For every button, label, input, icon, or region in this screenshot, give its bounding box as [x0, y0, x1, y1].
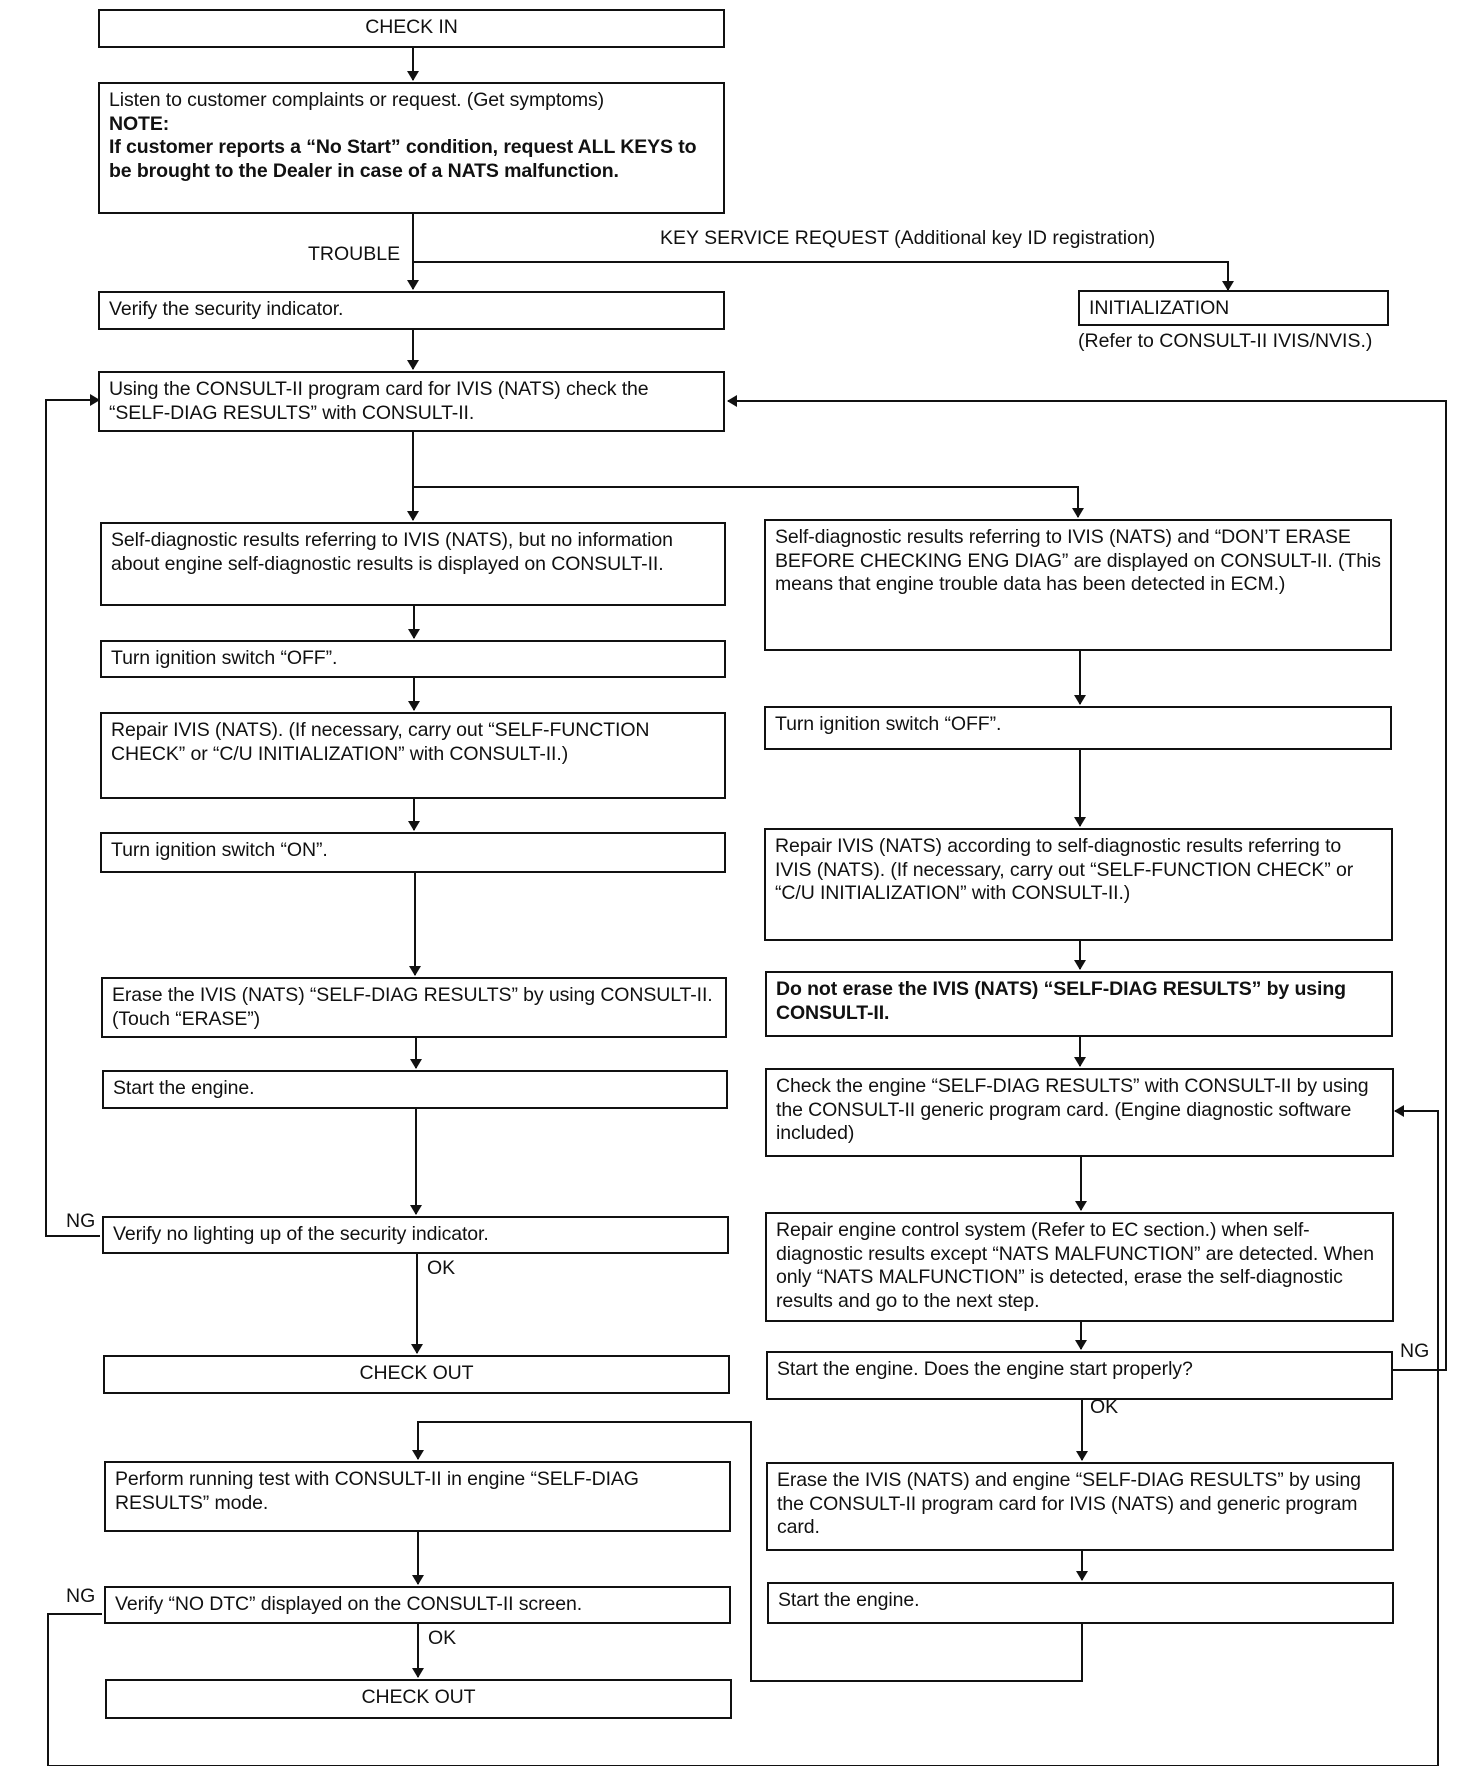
erase-both-text: Erase the IVIS (NATS) and engine “SELF-DIAG RESULTS” by using the CONSULT-II program card for IVIS (NATS) and generic program card.	[777, 1469, 1361, 1538]
listen-line: Listen to customer complaints or request. (Get symptoms)	[109, 89, 605, 111]
left-turn-on-text: Turn ignition switch “ON”.	[111, 839, 328, 861]
check-in-box	[98, 9, 725, 48]
verify-indicator-text: Verify the security indicator.	[109, 298, 344, 320]
using-consult-text: Using the CONSULT-II program card for IVIS (NATS) check the “SELF-DIAG RESULTS” with CONSULT-II.	[109, 378, 649, 424]
selfdiag-no-info-box	[100, 522, 726, 606]
verify-no-lighting-text: Verify no lighting up of the security indicator.	[113, 1223, 489, 1245]
check-in-text: CHECK IN	[365, 16, 458, 38]
note-text: If customer reports a “No Start” condition, request ALL KEYS to be brought to the Dealer in case of a NATS malfunction.	[109, 136, 697, 182]
do-not-erase-box	[765, 971, 1393, 1037]
right-turn-off-box	[764, 706, 1392, 750]
check-out-2-box	[105, 1679, 732, 1719]
verify-no-dtc-text: Verify “NO DTC” displayed on the CONSULT-II screen.	[115, 1593, 583, 1615]
left-start-engine-text: Start the engine.	[113, 1077, 255, 1099]
left-erase-text: Erase the IVIS (NATS) “SELF-DIAG RESULTS” by using CONSULT-II. (Touch “ERASE”)	[112, 984, 713, 1030]
ng-label-left: NG	[66, 1210, 96, 1232]
ok-label-right: OK	[1090, 1396, 1119, 1418]
start-properly-box	[766, 1351, 1393, 1400]
selfdiag-dont-erase-text: Self-diagnostic results referring to IVIS (NATS) and “DON’T ERASE BEFORE CHECKING ENG DIAG” are displayed on CONSULT-II. (This means that engine trouble data has been detected in ECM.)	[775, 526, 1381, 595]
ok-label-bottom: OK	[428, 1627, 457, 1649]
initialization-box	[1078, 290, 1389, 326]
verify-indicator-box	[98, 291, 725, 330]
erase-both-box	[766, 1462, 1394, 1551]
right-start-engine-text: Start the engine.	[778, 1589, 920, 1611]
left-start-engine-box	[102, 1070, 728, 1109]
left-repair-ivis-box	[100, 712, 726, 799]
check-engine-text: Check the engine “SELF-DIAG RESULTS” with CONSULT-II by using the CONSULT-II generic program card. (Engine diagnostic software included)	[776, 1075, 1369, 1144]
repair-engine-box	[765, 1212, 1394, 1322]
ng-label-bottom: NG	[66, 1585, 96, 1607]
listen-box	[98, 82, 725, 214]
verify-no-lighting-box	[102, 1216, 729, 1254]
right-repair-ivis-box	[764, 828, 1393, 941]
check-out-2-text: CHECK OUT	[361, 1686, 476, 1708]
left-erase-box	[101, 977, 727, 1038]
start-properly-text: Start the engine. Does the engine start properly?	[777, 1358, 1193, 1380]
do-not-erase-text: Do not erase the IVIS (NATS) “SELF-DIAG RESULTS” by using CONSULT-II.	[776, 978, 1346, 1024]
selfdiag-dont-erase-box	[764, 519, 1392, 651]
repair-engine-text: Repair engine control system (Refer to EC section.) when self-diagnostic results except “NATS MALFUNCTION” are detected. When only “NATS MALFUNCTION” is detected, erase the self-diagnostic results and go to the next step.	[776, 1219, 1375, 1312]
left-turn-off-box	[100, 640, 726, 678]
ng-label-right: NG	[1400, 1340, 1430, 1362]
check-engine-box	[765, 1068, 1394, 1157]
ok-label-left: OK	[427, 1257, 456, 1279]
right-repair-ivis-text: Repair IVIS (NATS) according to self-diagnostic results referring to IVIS (NATS). (If necessary, carry out “SELF-FUNCTION CHECK” or “C/U INITIALIZATION” with CONSULT-II.)	[775, 835, 1354, 904]
trouble-label: TROUBLE	[308, 243, 401, 265]
initialization-text: INITIALIZATION	[1089, 297, 1230, 319]
selfdiag-no-info-text: Self-diagnostic results referring to IVIS (NATS), but no information about engine self-diagnostic results is displayed on CONSULT-II.	[111, 529, 673, 575]
left-turn-off-text: Turn ignition switch “OFF”.	[111, 647, 338, 669]
using-consult-box	[98, 371, 725, 432]
right-turn-off-text: Turn ignition switch “OFF”.	[775, 713, 1002, 735]
verify-no-dtc-box	[104, 1586, 731, 1624]
left-repair-ivis-text: Repair IVIS (NATS). (If necessary, carry out “SELF-FUNCTION CHECK” or “C/U INITIALIZATION” with CONSULT-II.)	[111, 719, 650, 765]
right-start-engine-box	[767, 1582, 1394, 1624]
initialization-ref: (Refer to CONSULT-II IVIS/NVIS.)	[1078, 330, 1373, 352]
note-label: NOTE:	[109, 112, 170, 135]
running-test-box	[104, 1461, 731, 1532]
check-out-text: CHECK OUT	[359, 1362, 474, 1384]
key-service-label: KEY SERVICE REQUEST (Additional key ID registration)	[660, 227, 1156, 249]
left-turn-on-box	[100, 832, 726, 873]
running-test-text: Perform running test with CONSULT-II in engine “SELF-DIAG RESULTS” mode.	[115, 1468, 639, 1514]
check-out-box	[103, 1355, 730, 1394]
